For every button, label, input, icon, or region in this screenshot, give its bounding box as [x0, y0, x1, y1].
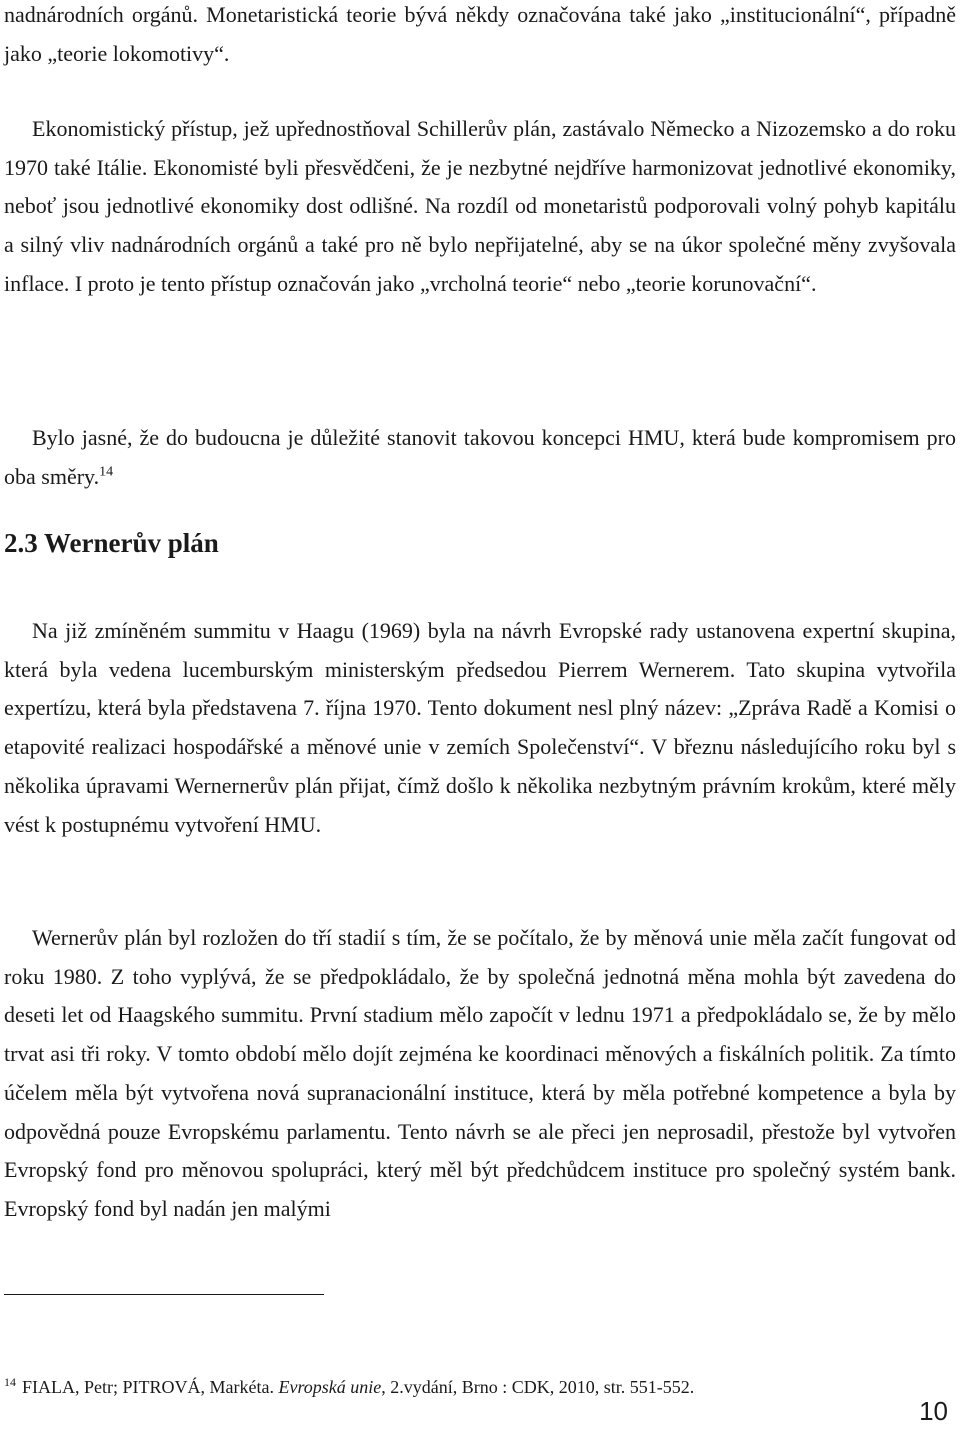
section-heading: 2.3 Wernerův plán	[4, 528, 219, 558]
paragraph-compromise-text: Bylo jasné, že do budoucna je důležité stanovit takovou koncepci HMU, která bude kompromisem pro oba směry.	[4, 425, 956, 489]
footnote-authors: FIALA, Petr; PITROVÁ, Markéta.	[22, 1377, 274, 1397]
footnote-number: 14	[4, 1375, 16, 1389]
footnote-title: Evropská unie	[278, 1377, 382, 1397]
footnote-details: , 2.vydání, Brno : CDK, 2010, str. 551-552.	[381, 1377, 695, 1397]
paragraph-haag-summit: Na již zmíněném summitu v Haagu (1969) byla na návrh Evropské rady ustanovena expertní skupina, která byla vedena lucemburským ministerským předsedou Pierrem Wernerem. Tato skupina vytvořila expertízu, která byla představena 7. října 1970. Tento dokument nesl plný název: „Zpráva Radě a Komisi o etapovité realizaci hospodářské a měnové unie v zemích Společenství“. V březnu následujícího roku byl s několika úpravami Wernernerův plán přijat, čímž došlo k několika nezbytným právním krokům, které měly vést k postupnému vytvoření HMU.	[4, 618, 956, 837]
footnote-separator	[4, 1294, 324, 1295]
footnote	[4, 1375, 944, 1399]
paragraph-continuation: nadnárodních orgánů. Monetaristická teorie bývá někdy označována také jako „institucionální“, případně jako „teorie lokomotivy“.	[4, 2, 956, 66]
page-number: 10	[919, 1396, 948, 1426]
paragraph-compromise	[4, 419, 956, 496]
paragraph-economist-approach: Ekonomistický přístup, jež upřednostňoval Schillerův plán, zastávalo Německo a Nizozemsko a do roku 1970 také Itálie. Ekonomisté byli přesvědčeni, že je nezbytné nejdříve harmonizovat jednotlivé ekonomiky, neboť jsou jednotlivé ekonomiky dost odlišné. Na rozdíl od monetaristů podporovali volný pohyb kapitálu a silný vliv nadnárodních orgánů a také pro ně bylo nepřijatelné, aby se na úkor společné měny zvyšovala inflace. I proto je tento přístup označován jako „vrcholná teorie“ nebo „teorie korunovační“.	[4, 116, 956, 296]
paragraph-werner-stages: Wernerův plán byl rozložen do tří stadií s tím, že se počítalo, že by měnová unie měla začít fungovat od roku 1980. Z toho vyplývá, že se předpokládalo, že by společná jednotná měna mohla být zavedena do deseti let od Haagského summitu. První stadium mělo započít v lednu 1971 a předpokládalo se, že by mělo trvat asi tři roky. V tomto období mělo dojít zejména ke koordinaci měnových a fiskálních politik. Za tímto účelem měla být vytvořena nová supranacionální instituce, která by měla potřebné kompetence a byla by odpovědná pouze Evropskému parlamentu. Tento návrh se ale přeci jen neprosadil, přestože byl vytvořen Evropský fond pro měnovou spolupráci, který měl být předchůdcem instituce pro společný systém bank. Evropský fond byl nadán jen malými	[4, 925, 956, 1221]
footnote-reference[interactable]: 14	[99, 464, 114, 480]
